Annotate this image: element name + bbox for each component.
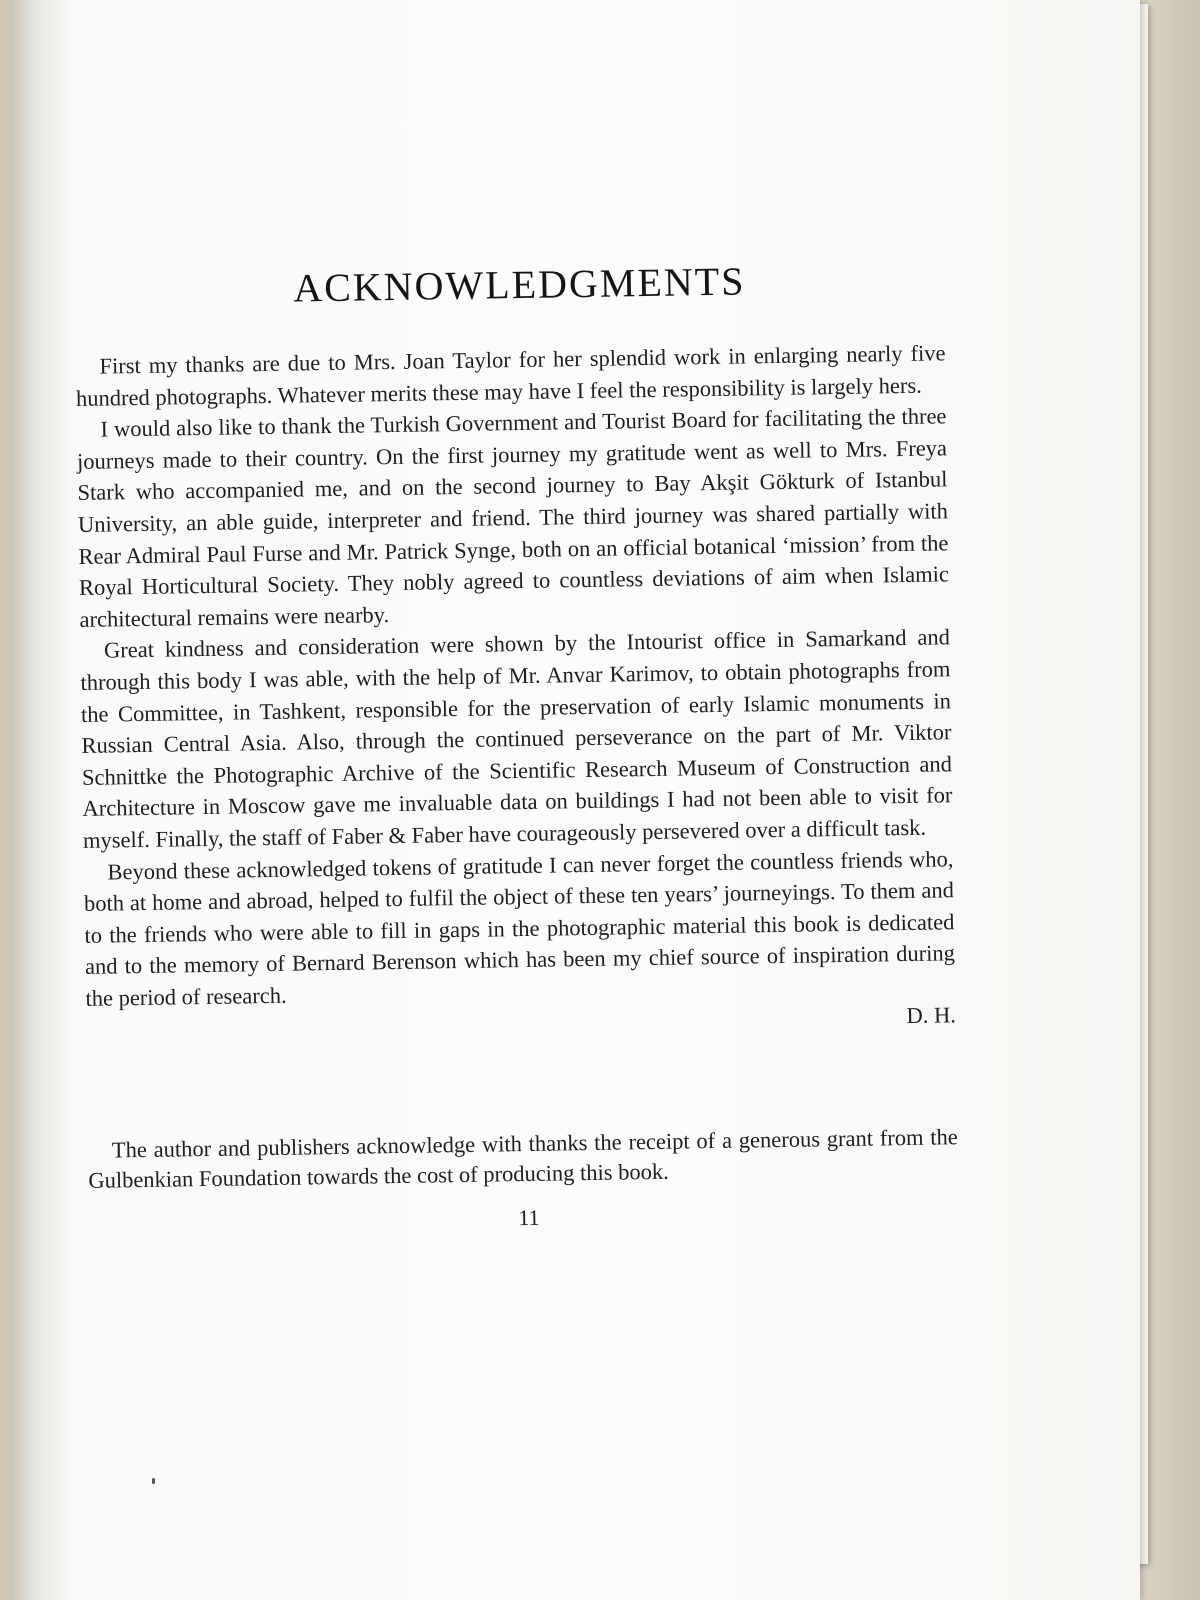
author-initials: D. H. (906, 1002, 957, 1029)
page-gutter-shadow (12, 0, 68, 1600)
paragraph-dedication: Beyond these acknowledged tokens of gratitude I can never forget the countless friends who, both at home and abroad, helped to fulfil the object of these ten years’ journeyings. To them and to the friends who were able to fill in gaps in the photographic material this book is dedicated and to the memory of Bernard Berenson which has been my chief source of inspiration during the period of research. (83, 845, 956, 1011)
page-title: ACKNOWLEDGMENTS (292, 258, 746, 311)
paragraph-thanks-taylor: First my thanks are due to Mrs. Joan Taylor for her splendid work in enlarging nearly five hundred photographs. Whatever merits these may have I feel the responsibility is largely hers. (75, 340, 946, 411)
paragraph-turkish-journeys: I would also like to thank the Turkish Government and Tourist Board for facilitating the three journeys made to their country. On the first journey my gratitude went as well to Mrs. Freya Stark who accompanied me, and on the second journey to Bay Akşit Gökturk of Istanbul University, an able guide, interpreter and friend. The third journey was shared partially with Rear Admiral Paul Furse and Mr. Patrick Synge, both on an official botanical ‘mission’ from the Royal Horticultural Society. They nobly agreed to countless deviations of aim when Islamic architectural remains were nearby. (76, 403, 950, 632)
page-content (74, 254, 959, 1238)
paragraph-intourist-moscow: Great kindness and consideration were shown by the Intourist office in Samarkand and through this body I was able, with the help of Mr. Anvar Karimov, to obtain photographs from the Committee, in Tashkent, responsible for the preservation of early Islamic monuments in Russian Central Asia. Also, through the continued perseverance on the part of Mr. Viktor Schnittke the Photographic Archive of the Scientific Research Museum of Construction and Architecture in Moscow gave me invaluable data on buildings I had not been able to visit for myself. Finally, the staff of Faber & Faber have courageously persevered over a difficult task. (80, 624, 953, 853)
book-page (12, 0, 1140, 1600)
page-stack-edge (1140, 0, 1200, 1600)
paper-speck (152, 1478, 155, 1484)
grant-footnote: The author and publishers acknowledge with thanks the receipt of a generous grant from the Gulbenkian Foundation towards the cost of producing this book. (88, 1124, 958, 1194)
page-number: 11 (518, 1205, 540, 1231)
